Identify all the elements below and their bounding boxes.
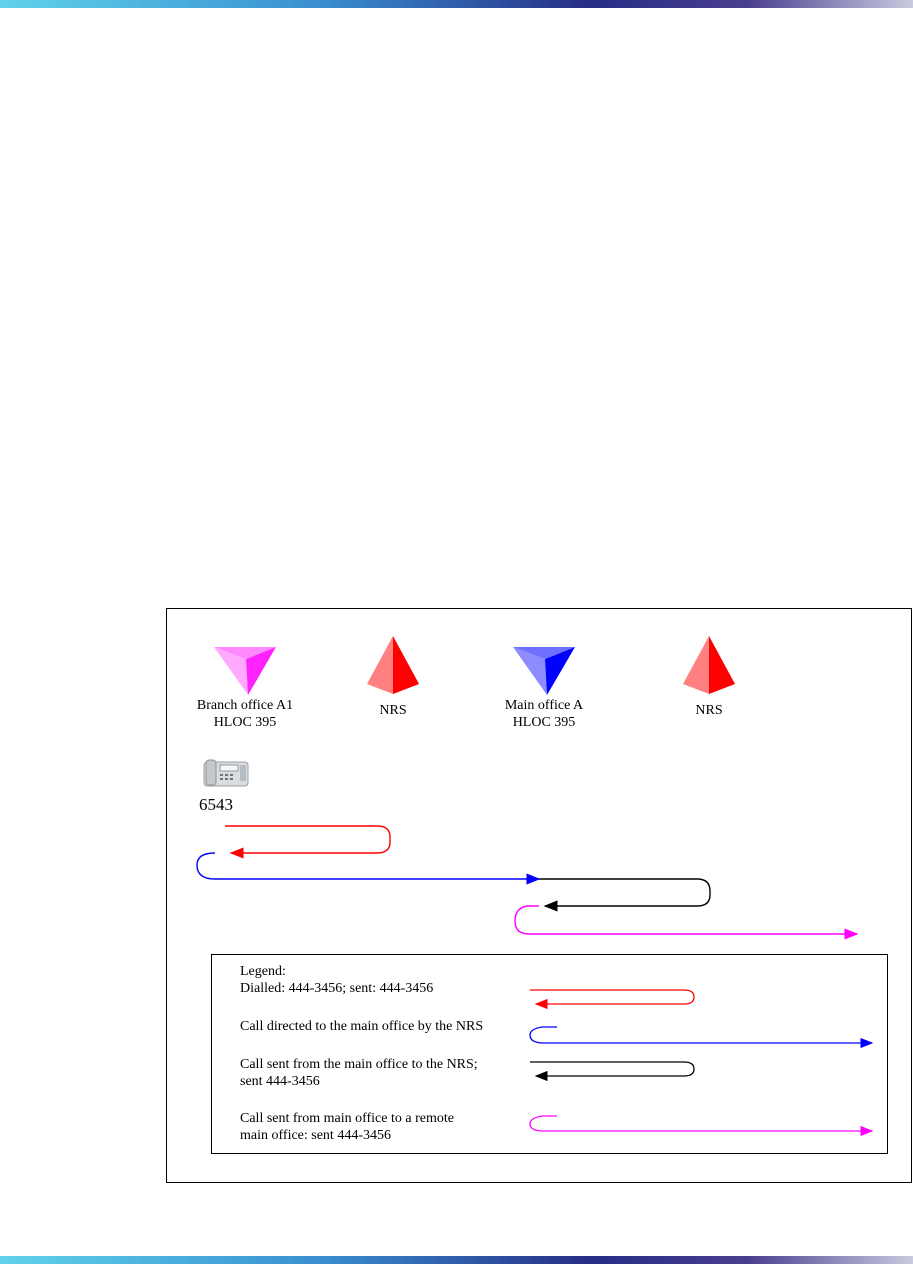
legend-swatch-blue: [530, 1027, 872, 1043]
nrs-label-1: NRS: [379, 703, 407, 718]
main-office-label: Main office A: [504, 698, 584, 713]
main-office-hloc: HLOC 395: [512, 715, 576, 730]
nrs-node-1: [353, 634, 433, 719]
nrs-label-2: NRS: [695, 703, 723, 718]
branch-office-node: [185, 641, 305, 731]
branch-office-hloc: HLOC 395: [213, 715, 277, 730]
legend-box: [211, 954, 888, 1154]
main-office-node: [484, 641, 604, 731]
branch-office-label: Branch office A1: [196, 698, 294, 713]
flow-dialled-arrow: [225, 826, 390, 853]
legend-item-remote-line2: main office: sent 444-3456: [240, 1128, 391, 1143]
footer-band: [0, 1256, 913, 1264]
header-band: [0, 0, 913, 8]
call-flow-figure: [166, 608, 912, 1183]
desk-phone-icon: [203, 759, 249, 792]
legend-item-remote-line1: Call sent from main office to a remote: [240, 1111, 454, 1126]
nrs-node-2: [669, 634, 749, 719]
legend-item-directed: Call directed to the main office by the NRS: [240, 1019, 484, 1034]
nrs-pyramid-icon: [681, 634, 737, 696]
main-office-pyramid-icon: [509, 641, 579, 697]
legend-swatch-red: [530, 990, 694, 1004]
flow-directed-arrow: [197, 853, 539, 879]
legend-swatches: [212, 955, 889, 1155]
branch-office-pyramid-icon: [210, 641, 280, 697]
nrs-pyramid-icon: [365, 634, 421, 696]
legend-swatch-black: [530, 1062, 694, 1076]
flow-remote-arrow: [515, 906, 857, 934]
flow-to-nrs-arrow: [539, 879, 710, 906]
legend-item-to-nrs-line2: sent 444-3456: [240, 1074, 320, 1089]
legend-item-to-nrs-line1: Call sent from the main office to the NRS;: [240, 1057, 478, 1072]
legend-swatch-magenta: [530, 1116, 872, 1131]
phone-extension: 6543: [199, 795, 233, 814]
legend-title: Legend:: [240, 964, 286, 979]
legend-item-dialled: Dialled: 444-3456; sent: 444-3456: [240, 981, 434, 996]
